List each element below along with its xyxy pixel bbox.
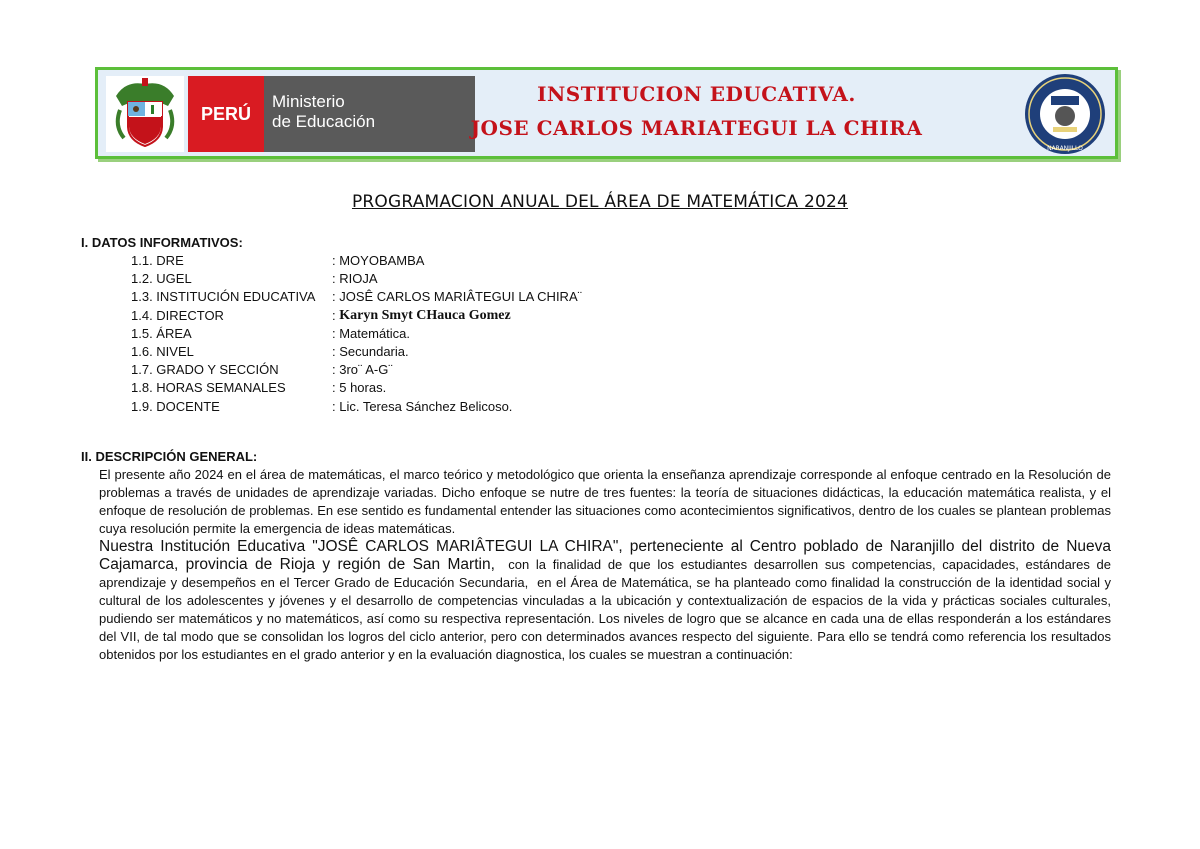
info-value: : Matemática. [332,325,411,341]
info-label: 1.3. INSTITUCIÓN EDUCATIVA [131,289,316,305]
info-row-area [131,325,582,343]
info-label: 1.1. DRE [131,253,184,268]
page-title: PROGRAMACION ANUAL DEL ÁREA DE MATEMÁTICA 2024 [351,192,849,212]
info-label: 1.7. GRADO Y SECCIÓN [131,362,279,378]
school-seal-icon [1021,72,1109,156]
header-banner [95,67,1118,159]
info-label: 1.5. ÁREA [131,325,192,341]
school-name [388,80,1005,142]
info-value: : MOYOBAMBA [332,253,425,268]
info-list [131,252,582,416]
ministry-line2: de Educación [272,112,376,131]
info-label: 1.9. DOCENTE [131,398,220,414]
info-label: 1.8. HORAS SEMANALES [131,380,286,396]
info-value: : Secundaria. [332,343,409,359]
peru-label: PERÚ [188,76,264,152]
info-label: 1.6. NIVEL [131,343,194,359]
info-label: 1.2. UGEL [131,271,192,287]
info-row-institucion [131,288,582,306]
info-value: : 3ro¨ A-G¨ [332,362,393,378]
info-label: 1.4. DIRECTOR [131,307,224,323]
info-value: : 5 horas. [332,380,387,396]
coat-of-arms-icon [106,76,184,152]
info-row-docente [131,398,582,416]
info-row-dre [131,252,582,270]
section-2-heading: II. DESCRIPCIÓN GENERAL: [81,449,258,464]
info-value: : Lic. Teresa Sánchez Belicoso. [332,398,513,414]
info-value: : JOSÊ CARLOS MARIÂTEGUI LA CHIRA¨ [332,289,582,305]
school-name-line2: JOSE CARLOS MARIATEGUI LA CHIRA [470,116,923,140]
description-paragraph-2 [99,538,1115,664]
ministry-line1: Ministerio [272,92,345,111]
paragraph-2-rest: con la finalidad de que los estudiantes desarrollen sus competencias, capacidades, estándares de aprendizaje y desempeños en el Tercer Grado de Educación Secundaria, en el Área de Matemática, se ha planteado como finalidad la construcción de la identidad social y cultural de los adolescentes y jóvenes y el desarrollo de competencias vinculadas a la ubicación y contextualización de espacios de la vida y prácticas sociales culturales, pudiendo ser matemáticos y no matemáticos, así como su respectiva representación. Los niveles de logro que se alcance en cada una de ellas responderán a los estándares del VII, de tal modo que se consolidan los logros del ciclo anterior, pero con determinados avances respecto del siguiente. Para ello se tendrá como referencia los resultados obtenidos por los estudiantes en el grado anterior y en la evaluación diagnostica, los cuales se muestran a continuación: [99,557,1115,662]
info-value-prefix: : [332,307,340,323]
info-row-ugel [131,270,582,288]
info-row-grado [131,361,582,379]
info-value: : RIOJA [332,271,378,287]
description-paragraph-1: El presente año 2024 en el área de matemáticas, el marco teórico y metodológico que orienta la enseñanza aprendizaje corresponde al enfoque centrado en la Resolución de problemas a través de unidades de aprendizaje variadas. Dicho enfoque se nutre de tres fuentes: la teoría de situaciones didácticas, la educación matemática realista, y el enfoque de resolución de problemas. En ese sentido es fundamental entender las situaciones como acontecimientos significativos, dentro de los cuales se plantean problemas cuya resolución permite la emergencia de ideas matemáticas. [99,467,1111,536]
description-body [99,466,1115,664]
paragraph-2-lead: Nuestra Institución Educativa "JOSÊ CARLOS MARIÂTEGUI LA CHIRA", perteneciente al Centro poblado de Naranjillo del distrito de Nueva Cajamarca, provincia de Rioja y región de San Martin, [99,538,1111,573]
director-name: Karyn Smyt CHauca Gomez [339,307,511,323]
info-row-nivel [131,343,582,361]
info-row-horas [131,379,582,397]
school-name-line1: INSTITUCION EDUCATIVA. [537,82,856,106]
section-1-heading: I. DATOS INFORMATIVOS: [81,235,243,250]
seal-text: NARANJILLO [1047,145,1083,152]
info-row-director [131,307,582,325]
